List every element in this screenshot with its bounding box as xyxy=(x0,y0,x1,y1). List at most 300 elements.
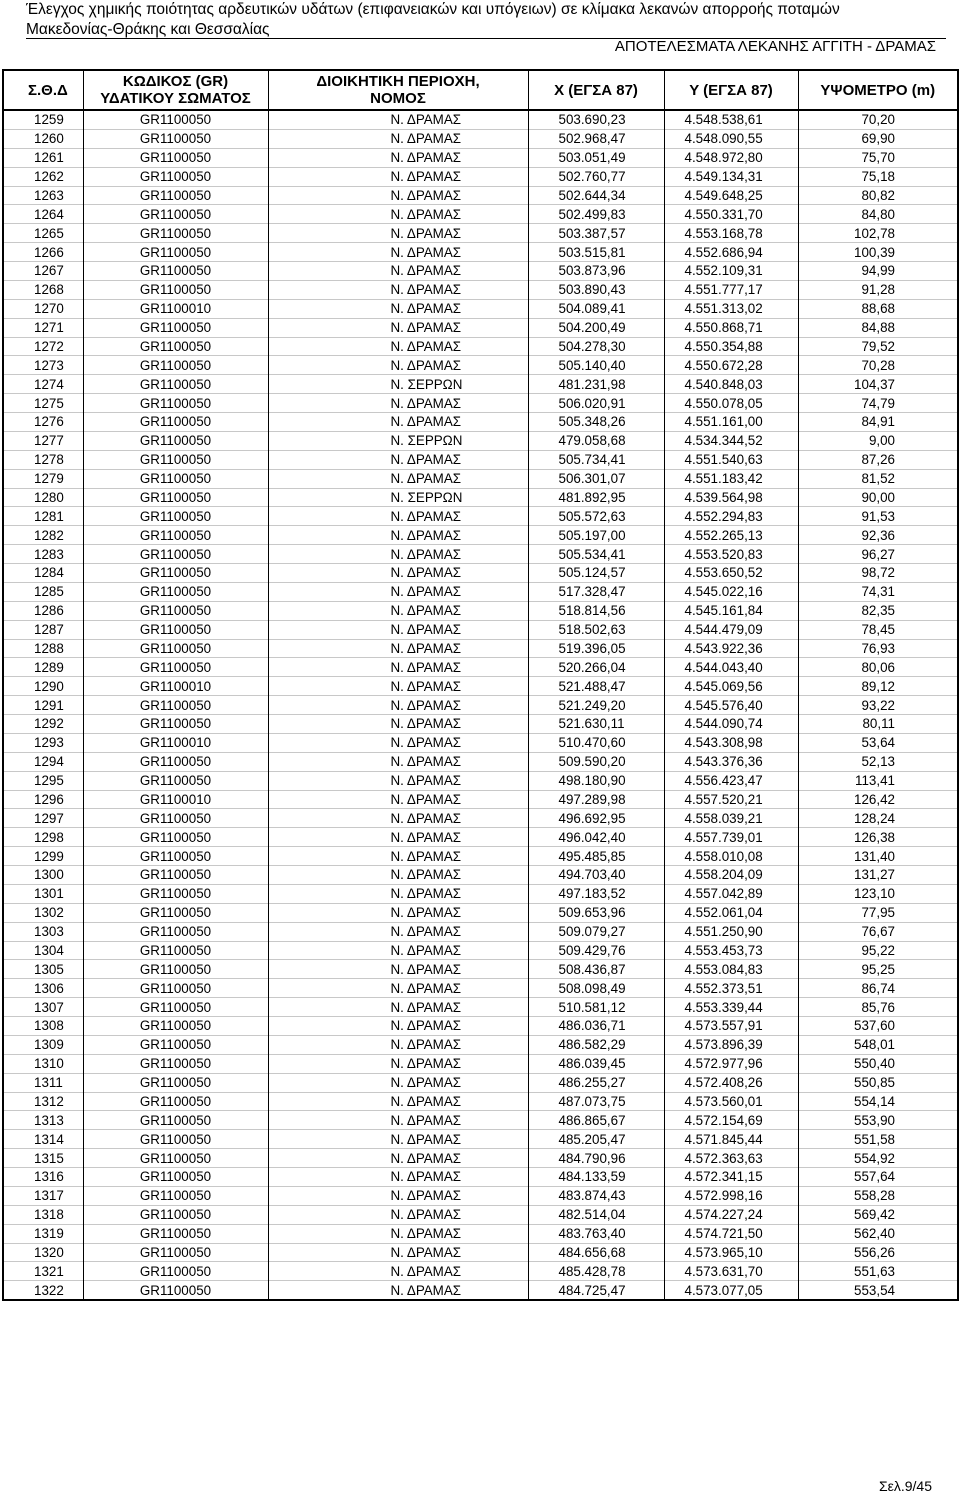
table-row xyxy=(3,998,958,1017)
table-row xyxy=(3,413,958,432)
admin-area-cell: Ν. ΔΡΑΜΑΣ xyxy=(268,356,528,375)
y-coordinate-cell: 4.544.479,09 xyxy=(664,620,798,639)
station-id-cell: 1289 xyxy=(3,658,83,677)
x-coordinate-cell: 502.760,77 xyxy=(528,167,664,186)
y-coordinate-cell: 4.557.042,89 xyxy=(664,884,798,903)
x-coordinate-cell: 479.058,68 xyxy=(528,431,664,450)
water-body-code-cell: GR1100050 xyxy=(83,148,268,167)
page-number: Σελ.9/45 xyxy=(878,1478,932,1494)
table-row xyxy=(3,790,958,809)
station-id-cell: 1278 xyxy=(3,450,83,469)
admin-area-cell: Ν. ΔΡΑΜΑΣ xyxy=(268,941,528,960)
table-row xyxy=(3,299,958,318)
altitude-cell: 93,22 xyxy=(798,696,958,715)
admin-area-cell: Ν. ΔΡΑΜΑΣ xyxy=(268,601,528,620)
water-body-code-cell: GR1100050 xyxy=(83,488,268,507)
altitude-cell: 70,20 xyxy=(798,110,958,129)
admin-area-cell: Ν. ΔΡΑΜΑΣ xyxy=(268,413,528,432)
water-body-code-cell: GR1100050 xyxy=(83,941,268,960)
table-row xyxy=(3,1168,958,1187)
altitude-cell: 80,11 xyxy=(798,715,958,734)
water-body-code-cell: GR1100010 xyxy=(83,677,268,696)
x-coordinate-cell: 497.289,98 xyxy=(528,790,664,809)
station-id-cell: 1309 xyxy=(3,1035,83,1054)
table-row xyxy=(3,601,958,620)
y-coordinate-cell: 4.550.868,71 xyxy=(664,318,798,337)
altitude-cell: 126,42 xyxy=(798,790,958,809)
admin-area-cell: Ν. ΔΡΑΜΑΣ xyxy=(268,677,528,696)
header-y-coordinate: Y (ΕΓΣΑ 87) xyxy=(664,70,798,110)
y-coordinate-cell: 4.551.777,17 xyxy=(664,280,798,299)
y-coordinate-cell: 4.557.520,21 xyxy=(664,790,798,809)
document-title-line-1: Έλεγχος χημικής ποιότητας αρδευτικών υδάτων (επιφανειακών και υπόγειων) σε κλίμακα λεκανών απορροής ποταμών xyxy=(26,1,840,18)
admin-area-cell: Ν. ΔΡΑΜΑΣ xyxy=(268,658,528,677)
y-coordinate-cell: 4.545.161,84 xyxy=(664,601,798,620)
x-coordinate-cell: 502.644,34 xyxy=(528,186,664,205)
y-coordinate-cell: 4.553.520,83 xyxy=(664,545,798,564)
x-coordinate-cell: 505.572,63 xyxy=(528,507,664,526)
y-coordinate-cell: 4.545.022,16 xyxy=(664,582,798,601)
admin-area-cell: Ν. ΔΡΑΜΑΣ xyxy=(268,1186,528,1205)
altitude-cell: 75,18 xyxy=(798,167,958,186)
header-water-body-code xyxy=(83,70,268,110)
water-body-code-cell: GR1100050 xyxy=(83,564,268,583)
table-row xyxy=(3,1149,958,1168)
admin-area-cell: Ν. ΔΡΑΜΑΣ xyxy=(268,715,528,734)
table-row xyxy=(3,450,958,469)
y-coordinate-cell: 4.572.408,26 xyxy=(664,1073,798,1092)
x-coordinate-cell: 481.892,95 xyxy=(528,488,664,507)
x-coordinate-cell: 504.089,41 xyxy=(528,299,664,318)
station-id-cell: 1301 xyxy=(3,884,83,903)
y-coordinate-cell: 4.572.977,96 xyxy=(664,1054,798,1073)
altitude-cell: 557,64 xyxy=(798,1168,958,1187)
water-body-code-cell: GR1100050 xyxy=(83,129,268,148)
x-coordinate-cell: 484.790,96 xyxy=(528,1149,664,1168)
table-row xyxy=(3,129,958,148)
water-body-code-cell: GR1100050 xyxy=(83,1130,268,1149)
x-coordinate-cell: 484.725,47 xyxy=(528,1281,664,1300)
water-body-code-cell: GR1100050 xyxy=(83,224,268,243)
admin-area-cell: Ν. ΔΡΑΜΑΣ xyxy=(268,394,528,413)
water-body-code-cell: GR1100050 xyxy=(83,582,268,601)
admin-area-cell: Ν. ΔΡΑΜΑΣ xyxy=(268,922,528,941)
station-id-cell: 1295 xyxy=(3,771,83,790)
station-id-cell: 1304 xyxy=(3,941,83,960)
y-coordinate-cell: 4.572.341,15 xyxy=(664,1168,798,1187)
station-id-cell: 1265 xyxy=(3,224,83,243)
admin-area-cell: Ν. ΔΡΑΜΑΣ xyxy=(268,186,528,205)
table-row xyxy=(3,1281,958,1300)
station-id-cell: 1282 xyxy=(3,526,83,545)
water-body-code-cell: GR1100050 xyxy=(83,205,268,224)
y-coordinate-cell: 4.544.043,40 xyxy=(664,658,798,677)
x-coordinate-cell: 505.124,57 xyxy=(528,564,664,583)
station-id-cell: 1308 xyxy=(3,1017,83,1036)
station-id-cell: 1279 xyxy=(3,469,83,488)
station-id-cell: 1305 xyxy=(3,960,83,979)
y-coordinate-cell: 4.572.363,63 xyxy=(664,1149,798,1168)
table-row xyxy=(3,1073,958,1092)
station-id-cell: 1316 xyxy=(3,1168,83,1187)
admin-area-cell: Ν. ΔΡΑΜΑΣ xyxy=(268,1224,528,1243)
altitude-cell: 78,45 xyxy=(798,620,958,639)
altitude-cell: 70,28 xyxy=(798,356,958,375)
water-body-code-cell: GR1100010 xyxy=(83,733,268,752)
x-coordinate-cell: 486.255,27 xyxy=(528,1073,664,1092)
table-row xyxy=(3,941,958,960)
table-row xyxy=(3,148,958,167)
y-coordinate-cell: 4.553.168,78 xyxy=(664,224,798,243)
x-coordinate-cell: 482.514,04 xyxy=(528,1205,664,1224)
x-coordinate-cell: 485.205,47 xyxy=(528,1130,664,1149)
admin-area-cell: Ν. ΔΡΑΜΑΣ xyxy=(268,866,528,885)
x-coordinate-cell: 498.180,90 xyxy=(528,771,664,790)
y-coordinate-cell: 4.550.078,05 xyxy=(664,394,798,413)
y-coordinate-cell: 4.549.648,25 xyxy=(664,186,798,205)
admin-area-cell: Ν. ΔΡΑΜΑΣ xyxy=(268,1054,528,1073)
water-body-code-cell: GR1100050 xyxy=(83,979,268,998)
admin-area-cell: Ν. ΔΡΑΜΑΣ xyxy=(268,639,528,658)
altitude-cell: 551,63 xyxy=(798,1262,958,1281)
header-area-line-2: ΝΟΜΟΣ xyxy=(370,90,426,107)
water-body-code-cell: GR1100050 xyxy=(83,1281,268,1300)
station-id-cell: 1291 xyxy=(3,696,83,715)
station-id-cell: 1290 xyxy=(3,677,83,696)
y-coordinate-cell: 4.551.250,90 xyxy=(664,922,798,941)
water-body-code-cell: GR1100010 xyxy=(83,790,268,809)
header-code-line-2: ΥΔΑΤΙΚΟΥ ΣΩΜΑΤΟΣ xyxy=(100,90,251,107)
water-body-code-cell: GR1100050 xyxy=(83,1205,268,1224)
table-row xyxy=(3,809,958,828)
x-coordinate-cell: 519.396,05 xyxy=(528,639,664,658)
station-id-cell: 1307 xyxy=(3,998,83,1017)
x-coordinate-cell: 518.502,63 xyxy=(528,620,664,639)
y-coordinate-cell: 4.534.344,52 xyxy=(664,431,798,450)
altitude-cell: 82,35 xyxy=(798,601,958,620)
table-row xyxy=(3,507,958,526)
header-code-line-1: ΚΩΔΙΚΟΣ (GR) xyxy=(122,73,229,90)
station-id-cell: 1319 xyxy=(3,1224,83,1243)
y-coordinate-cell: 4.551.183,42 xyxy=(664,469,798,488)
table-row xyxy=(3,715,958,734)
x-coordinate-cell: 496.042,40 xyxy=(528,828,664,847)
table-row xyxy=(3,1035,958,1054)
admin-area-cell: Ν. ΔΡΑΜΑΣ xyxy=(268,318,528,337)
altitude-cell: 126,38 xyxy=(798,828,958,847)
y-coordinate-cell: 4.550.354,88 xyxy=(664,337,798,356)
water-body-code-cell: GR1100050 xyxy=(83,847,268,866)
table-row xyxy=(3,677,958,696)
altitude-cell: 569,42 xyxy=(798,1205,958,1224)
station-id-cell: 1317 xyxy=(3,1186,83,1205)
altitude-cell: 550,40 xyxy=(798,1054,958,1073)
x-coordinate-cell: 502.968,47 xyxy=(528,129,664,148)
x-coordinate-cell: 509.653,96 xyxy=(528,903,664,922)
water-body-code-cell: GR1100050 xyxy=(83,1243,268,1262)
x-coordinate-cell: 508.098,49 xyxy=(528,979,664,998)
altitude-cell: 537,60 xyxy=(798,1017,958,1036)
x-coordinate-cell: 505.197,00 xyxy=(528,526,664,545)
x-coordinate-cell: 504.200,49 xyxy=(528,318,664,337)
header-admin-area xyxy=(268,70,528,110)
admin-area-cell: Ν. ΔΡΑΜΑΣ xyxy=(268,790,528,809)
table-row xyxy=(3,243,958,262)
y-coordinate-cell: 4.574.227,24 xyxy=(664,1205,798,1224)
station-id-cell: 1268 xyxy=(3,280,83,299)
y-coordinate-cell: 4.550.672,28 xyxy=(664,356,798,375)
admin-area-cell: Ν. ΔΡΑΜΑΣ xyxy=(268,262,528,281)
x-coordinate-cell: 521.249,20 xyxy=(528,696,664,715)
water-body-code-cell: GR1100050 xyxy=(83,998,268,1017)
admin-area-cell: Ν. ΔΡΑΜΑΣ xyxy=(268,526,528,545)
altitude-cell: 95,22 xyxy=(798,941,958,960)
y-coordinate-cell: 4.552.686,94 xyxy=(664,243,798,262)
water-body-code-cell: GR1100050 xyxy=(83,620,268,639)
table-row xyxy=(3,771,958,790)
x-coordinate-cell: 496.692,95 xyxy=(528,809,664,828)
y-coordinate-cell: 4.540.848,03 xyxy=(664,375,798,394)
station-id-cell: 1286 xyxy=(3,601,83,620)
admin-area-cell: Ν. ΔΡΑΜΑΣ xyxy=(268,564,528,583)
x-coordinate-cell: 509.079,27 xyxy=(528,922,664,941)
admin-area-cell: Ν. ΔΡΑΜΑΣ xyxy=(268,733,528,752)
admin-area-cell: Ν. ΔΡΑΜΑΣ xyxy=(268,1168,528,1187)
y-coordinate-cell: 4.551.313,02 xyxy=(664,299,798,318)
x-coordinate-cell: 497.183,52 xyxy=(528,884,664,903)
admin-area-cell: Ν. ΔΡΑΜΑΣ xyxy=(268,1111,528,1130)
altitude-cell: 551,58 xyxy=(798,1130,958,1149)
table-row xyxy=(3,1111,958,1130)
station-id-cell: 1322 xyxy=(3,1281,83,1300)
altitude-cell: 87,26 xyxy=(798,450,958,469)
water-body-code-cell: GR1100050 xyxy=(83,1149,268,1168)
header-station: Σ.Θ.Δ xyxy=(3,70,83,110)
water-body-code-cell: GR1100050 xyxy=(83,752,268,771)
x-coordinate-cell: 506.020,91 xyxy=(528,394,664,413)
x-coordinate-cell: 483.763,40 xyxy=(528,1224,664,1243)
water-body-code-cell: GR1100050 xyxy=(83,1073,268,1092)
admin-area-cell: Ν. ΔΡΑΜΑΣ xyxy=(268,110,528,129)
x-coordinate-cell: 485.428,78 xyxy=(528,1262,664,1281)
water-body-code-cell: GR1100050 xyxy=(83,318,268,337)
admin-area-cell: Ν. ΔΡΑΜΑΣ xyxy=(268,620,528,639)
water-body-code-cell: GR1100050 xyxy=(83,771,268,790)
table-row xyxy=(3,526,958,545)
y-coordinate-cell: 4.571.845,44 xyxy=(664,1130,798,1149)
section-title: ΑΠΟΤΕΛΕΣΜΑΤΑ ΛΕΚΑΝΗΣ ΑΓΓΙΤΗ - ΔΡΑΜΑΣ xyxy=(614,38,936,55)
altitude-cell: 53,64 xyxy=(798,733,958,752)
x-coordinate-cell: 503.051,49 xyxy=(528,148,664,167)
water-body-code-cell: GR1100050 xyxy=(83,167,268,186)
y-coordinate-cell: 4.556.423,47 xyxy=(664,771,798,790)
admin-area-cell: Ν. ΔΡΑΜΑΣ xyxy=(268,696,528,715)
altitude-cell: 128,24 xyxy=(798,809,958,828)
admin-area-cell: Ν. ΔΡΑΜΑΣ xyxy=(268,469,528,488)
y-coordinate-cell: 4.558.039,21 xyxy=(664,809,798,828)
table-row xyxy=(3,356,958,375)
x-coordinate-cell: 510.470,60 xyxy=(528,733,664,752)
header-area-line-1: ΔΙΟΙΚΗΤΙΚΗ ΠΕΡΙΟΧΗ, xyxy=(316,73,480,90)
table-row xyxy=(3,639,958,658)
admin-area-cell: Ν. ΔΡΑΜΑΣ xyxy=(268,771,528,790)
water-body-code-cell: GR1100050 xyxy=(83,1035,268,1054)
station-id-cell: 1292 xyxy=(3,715,83,734)
station-id-cell: 1298 xyxy=(3,828,83,847)
x-coordinate-cell: 509.429,76 xyxy=(528,941,664,960)
altitude-cell: 92,36 xyxy=(798,526,958,545)
y-coordinate-cell: 4.573.896,39 xyxy=(664,1035,798,1054)
stations-table xyxy=(2,69,959,1301)
water-body-code-cell: GR1100050 xyxy=(83,903,268,922)
table-row xyxy=(3,375,958,394)
admin-area-cell: Ν. ΔΡΑΜΑΣ xyxy=(268,884,528,903)
water-body-code-cell: GR1100050 xyxy=(83,922,268,941)
water-body-code-cell: GR1100050 xyxy=(83,469,268,488)
station-id-cell: 1302 xyxy=(3,903,83,922)
station-id-cell: 1277 xyxy=(3,431,83,450)
y-coordinate-cell: 4.573.557,91 xyxy=(664,1017,798,1036)
admin-area-cell: Ν. ΔΡΑΜΑΣ xyxy=(268,1205,528,1224)
x-coordinate-cell: 505.734,41 xyxy=(528,450,664,469)
station-id-cell: 1311 xyxy=(3,1073,83,1092)
station-id-cell: 1283 xyxy=(3,545,83,564)
y-coordinate-cell: 4.572.154,69 xyxy=(664,1111,798,1130)
station-id-cell: 1259 xyxy=(3,110,83,129)
x-coordinate-cell: 494.703,40 xyxy=(528,866,664,885)
x-coordinate-cell: 510.581,12 xyxy=(528,998,664,1017)
altitude-cell: 69,90 xyxy=(798,129,958,148)
water-body-code-cell: GR1100050 xyxy=(83,809,268,828)
water-body-code-cell: GR1100050 xyxy=(83,639,268,658)
header-x-coordinate: X (ΕΓΣΑ 87) xyxy=(528,70,664,110)
admin-area-cell: Ν. ΔΡΑΜΑΣ xyxy=(268,1092,528,1111)
water-body-code-cell: GR1100050 xyxy=(83,375,268,394)
altitude-cell: 550,85 xyxy=(798,1073,958,1092)
altitude-cell: 562,40 xyxy=(798,1224,958,1243)
altitude-cell: 75,70 xyxy=(798,148,958,167)
table-row xyxy=(3,564,958,583)
altitude-cell: 113,41 xyxy=(798,771,958,790)
water-body-code-cell: GR1100050 xyxy=(83,1092,268,1111)
altitude-cell: 90,00 xyxy=(798,488,958,507)
station-id-cell: 1313 xyxy=(3,1111,83,1130)
admin-area-cell: Ν. ΔΡΑΜΑΣ xyxy=(268,828,528,847)
table-row xyxy=(3,545,958,564)
water-body-code-cell: GR1100050 xyxy=(83,110,268,129)
document-title xyxy=(26,0,946,40)
table-row xyxy=(3,903,958,922)
admin-area-cell: Ν. ΔΡΑΜΑΣ xyxy=(268,1035,528,1054)
station-id-cell: 1310 xyxy=(3,1054,83,1073)
station-id-cell: 1296 xyxy=(3,790,83,809)
altitude-cell: 91,53 xyxy=(798,507,958,526)
y-coordinate-cell: 4.552.109,31 xyxy=(664,262,798,281)
altitude-cell: 102,78 xyxy=(798,224,958,243)
altitude-cell: 553,90 xyxy=(798,1111,958,1130)
x-coordinate-cell: 518.814,56 xyxy=(528,601,664,620)
water-body-code-cell: GR1100050 xyxy=(83,243,268,262)
station-id-cell: 1287 xyxy=(3,620,83,639)
table-body xyxy=(3,110,958,1300)
altitude-cell: 553,54 xyxy=(798,1281,958,1300)
water-body-code-cell: GR1100050 xyxy=(83,1186,268,1205)
station-id-cell: 1318 xyxy=(3,1205,83,1224)
water-body-code-cell: GR1100050 xyxy=(83,394,268,413)
water-body-code-cell: GR1100050 xyxy=(83,337,268,356)
y-coordinate-cell: 4.553.339,44 xyxy=(664,998,798,1017)
x-coordinate-cell: 484.656,68 xyxy=(528,1243,664,1262)
admin-area-cell: Ν. ΔΡΑΜΑΣ xyxy=(268,1073,528,1092)
table-row xyxy=(3,205,958,224)
station-id-cell: 1320 xyxy=(3,1243,83,1262)
admin-area-cell: Ν. ΔΡΑΜΑΣ xyxy=(268,752,528,771)
table-row xyxy=(3,488,958,507)
station-id-cell: 1284 xyxy=(3,564,83,583)
x-coordinate-cell: 486.865,67 xyxy=(528,1111,664,1130)
admin-area-cell: Ν. ΔΡΑΜΑΣ xyxy=(268,582,528,601)
water-body-code-cell: GR1100050 xyxy=(83,828,268,847)
station-id-cell: 1273 xyxy=(3,356,83,375)
water-body-code-cell: GR1100050 xyxy=(83,601,268,620)
y-coordinate-cell: 4.548.090,55 xyxy=(664,129,798,148)
altitude-cell: 100,39 xyxy=(798,243,958,262)
table-row xyxy=(3,979,958,998)
station-id-cell: 1321 xyxy=(3,1262,83,1281)
table-row xyxy=(3,752,958,771)
table-row xyxy=(3,262,958,281)
y-coordinate-cell: 4.543.308,98 xyxy=(664,733,798,752)
x-coordinate-cell: 484.133,59 xyxy=(528,1168,664,1187)
station-id-cell: 1271 xyxy=(3,318,83,337)
table-row xyxy=(3,1205,958,1224)
altitude-cell: 77,95 xyxy=(798,903,958,922)
admin-area-cell: Ν. ΔΡΑΜΑΣ xyxy=(268,243,528,262)
header-row xyxy=(3,70,958,110)
altitude-cell: 74,31 xyxy=(798,582,958,601)
station-id-cell: 1312 xyxy=(3,1092,83,1111)
water-body-code-cell: GR1100010 xyxy=(83,299,268,318)
y-coordinate-cell: 4.558.010,08 xyxy=(664,847,798,866)
station-id-cell: 1300 xyxy=(3,866,83,885)
water-body-code-cell: GR1100050 xyxy=(83,431,268,450)
y-coordinate-cell: 4.573.631,70 xyxy=(664,1262,798,1281)
admin-area-cell: Ν. ΔΡΑΜΑΣ xyxy=(268,809,528,828)
altitude-cell: 548,01 xyxy=(798,1035,958,1054)
altitude-cell: 81,52 xyxy=(798,469,958,488)
altitude-cell: 91,28 xyxy=(798,280,958,299)
water-body-code-cell: GR1100050 xyxy=(83,1168,268,1187)
table-row xyxy=(3,1017,958,1036)
y-coordinate-cell: 4.543.376,36 xyxy=(664,752,798,771)
water-body-code-cell: GR1100050 xyxy=(83,450,268,469)
altitude-cell: 52,13 xyxy=(798,752,958,771)
x-coordinate-cell: 504.278,30 xyxy=(528,337,664,356)
altitude-cell: 84,91 xyxy=(798,413,958,432)
water-body-code-cell: GR1100050 xyxy=(83,960,268,979)
altitude-cell: 554,14 xyxy=(798,1092,958,1111)
admin-area-cell: Ν. ΔΡΑΜΑΣ xyxy=(268,507,528,526)
x-coordinate-cell: 486.582,29 xyxy=(528,1035,664,1054)
water-body-code-cell: GR1100050 xyxy=(83,715,268,734)
station-id-cell: 1262 xyxy=(3,167,83,186)
admin-area-cell: Ν. ΣΕΡΡΩΝ xyxy=(268,375,528,394)
altitude-cell: 104,37 xyxy=(798,375,958,394)
table-row xyxy=(3,1262,958,1281)
water-body-code-cell: GR1100050 xyxy=(83,356,268,375)
station-id-cell: 1266 xyxy=(3,243,83,262)
altitude-cell: 80,06 xyxy=(798,658,958,677)
